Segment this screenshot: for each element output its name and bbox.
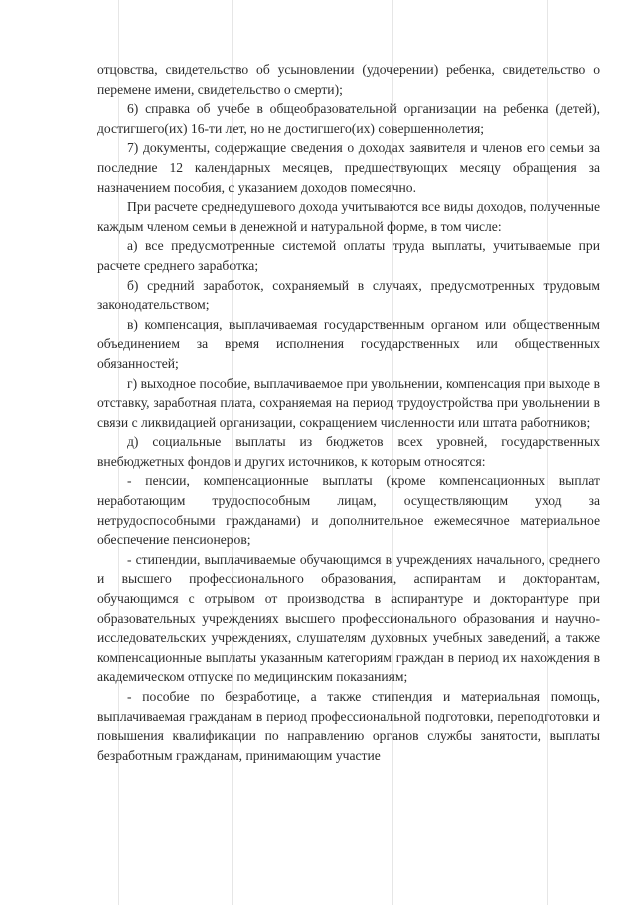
paragraph: - стипендии, выплачиваемые обучающимся в учреждениях начального, среднего и высшего профессионального образования, аспирантам и докторантам, обучающимся с отрывом от производства в аспирантуре и докторантуре при образовательных учреждениях высшего профессионального образования и научно-исследовательских учреждениях, слушателям духовных учебных заведений, а также компенсационные выплаты указанным категориям граждан в период их нахождения в академическом отпуске по медицинским показаниям; <box>97 551 600 685</box>
paragraph: б) средний заработок, сохраняемый в случаях, предусмотренных трудовым законодательством; <box>97 277 600 313</box>
paragraph: 7) документы, содержащие сведения о доходах заявителя и членов его семьи за последние 12 календарных месяцев, предшествующих месяцу обращения за назначением пособия, с указанием доходов помесячно. <box>97 140 600 195</box>
paragraph: в) компенсация, выплачиваемая государственным органом или общественным объединением за время исполнения государственных или общественных обязанностей; <box>97 316 600 371</box>
document-body <box>97 60 600 765</box>
paragraph: 6) справка об учебе в общеобразовательной организации на ребенка (детей), достигшего(их) 16-ти лет, но не достигшего(их) совершеннолетия; <box>97 101 600 136</box>
paragraph: г) выходное пособие, выплачиваемое при увольнении, компенсация при выходе в отставку, заработная плата, сохраняемая на период трудоустройства при увольнении в связи с ликвидацией организации, сокращением численности или штата работников; <box>97 375 600 430</box>
paragraph: д) социальные выплаты из бюджетов всех уровней, государственных внебюджетных фондов и других источников, к которым относятся: <box>97 434 600 469</box>
paragraph: - пособие по безработице, а также стипендия и материальная помощь, выплачиваемая гражданам в период профессиональной подготовки, переподготовки и повышения квалификации по направлению органов службы занятости, выплаты безработным гражданам, принимающим участие <box>97 689 600 763</box>
paragraph: отцовства, свидетельство об усыновлении (удочерении) ребенка, свидетельство о перемене имени, свидетельство о смерти); <box>97 62 600 97</box>
paragraph: При расчете среднедушевого дохода учитываются все виды доходов, полученные каждым членом семьи в денежной и натуральной форме, в том числе: <box>97 199 600 234</box>
paragraph: а) все предусмотренные системой оплаты труда выплаты, учитываемые при расчете среднего заработка; <box>97 238 600 273</box>
paragraph: - пенсии, компенсационные выплаты (кроме компенсационных выплат неработающим трудоспособным лицам, осуществляющим уход за нетрудоспособными гражданами) и дополнительное ежемесячное материальное обеспечение пенсионеров; <box>97 473 600 548</box>
